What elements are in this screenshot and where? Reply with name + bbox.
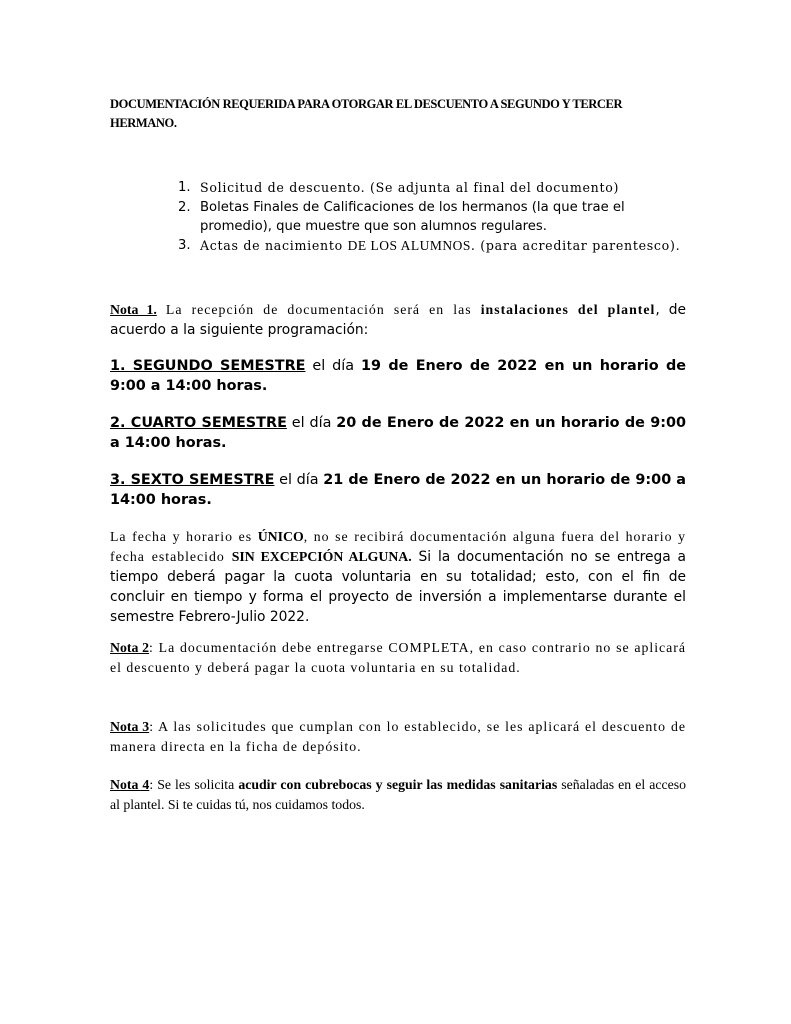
nota-1-text-end: , de acuerdo a la siguiente programación: [110,302,686,338]
paragraph-emphasis: ÚNICO [257,529,304,544]
list-item-text: Actas de nacimiento [200,238,348,253]
paragraph-text: La fecha y horario es [110,529,258,544]
list-item-emphasis: DE LOS ALUMNOS [347,238,471,253]
list-item [178,236,688,256]
schedule-detail: 20 de Enero de 2022 en un horario de 9:00 a 14:00 horas. [110,415,686,451]
schedule-mid: el día [305,358,361,374]
list-item-text: Solicitud de descuento. (Se adjunta al final del documento) [200,180,620,195]
nota-1 [110,300,686,340]
schedule-detail: 19 de Enero de 2022 en un horario de 9:00 a 14:00 horas. [110,358,686,394]
schedule-label: 3. SEXTO SEMESTRE [110,472,275,488]
schedule-mid: el día [286,415,337,431]
nota-3 [110,717,686,757]
nota-1-emphasis: instalaciones del plantel [480,302,656,317]
nota-2 [110,638,686,678]
nota-4-emphasis: acudir con cubrebocas y seguir las medidas sanitarias [238,777,558,792]
list-item-number: 2. [178,200,191,215]
list-item [178,198,688,236]
list-item-number: 1. [178,180,191,195]
nota-3-text: : A las solicitudes que cumplan con lo establecido, se les aplicará el descuento de manera directa en la ficha de depósito. [110,719,686,754]
nota-4-text: : Se les solicita [149,777,239,792]
document-title: DOCUMENTACIÓN REQUERIDA PARA OTORGAR EL DESCUENTO A SEGUNDO Y TERCER HERMANO. [110,97,623,130]
requirements-list [178,178,688,256]
list-item-text: Boletas Finales de Calificaciones de los hermanos (la que trae el promedio), que muestre que son alumnos regulares. [200,200,625,234]
nota-1-label: Nota 1. [110,302,157,317]
list-item-number: 3. [178,238,191,253]
schedule-mid: el día [274,472,324,488]
list-item-text: . (para acreditar parentesco). [470,238,681,253]
paragraph-emphasis: SIN EXCEPCIÓN ALGUNA. [231,549,412,564]
schedule-item [110,356,686,396]
schedule-label: 2. CUARTO SEMESTRE [110,415,287,431]
schedule-label: 1. SEGUNDO SEMESTRE [110,358,306,374]
nota-2-label: Nota 2 [110,640,150,655]
nota-4 [110,775,686,815]
nota-4-text-end: señaladas en el acceso al plantel. Si te cuidas tú, nos cuidamos todos. [110,777,686,812]
list-item [178,178,688,198]
nota-4-label: Nota 4 [110,777,150,792]
schedule-item [110,413,686,453]
schedule-item [110,470,686,510]
schedule-detail: 21 de Enero de 2022 en un horario de 9:00 a 14:00 horas. [110,472,686,508]
nota-3-label: Nota 3 [110,719,150,734]
nota-1-text: La recepción de documentación será en las [156,302,481,317]
nota-2-text: : La documentación debe entregarse COMPLETA, en caso contrario no se aplicará el descuento y deberá pagar la cuota voluntaria en su totalidad. [110,640,686,675]
paragraph-text: , no se recibirá documentación alguna fuera del horario y fecha establecido [110,529,686,564]
unique-date-paragraph [110,527,686,627]
paragraph-text: Si la documentación no se entrega a tiempo deberá pagar la cuota voluntaria en su totalidad; esto, con el fin de concluir en tiempo y forma el proyecto de inversión a implementarse durante el semestre Febrero-Julio 2022. [110,549,686,625]
